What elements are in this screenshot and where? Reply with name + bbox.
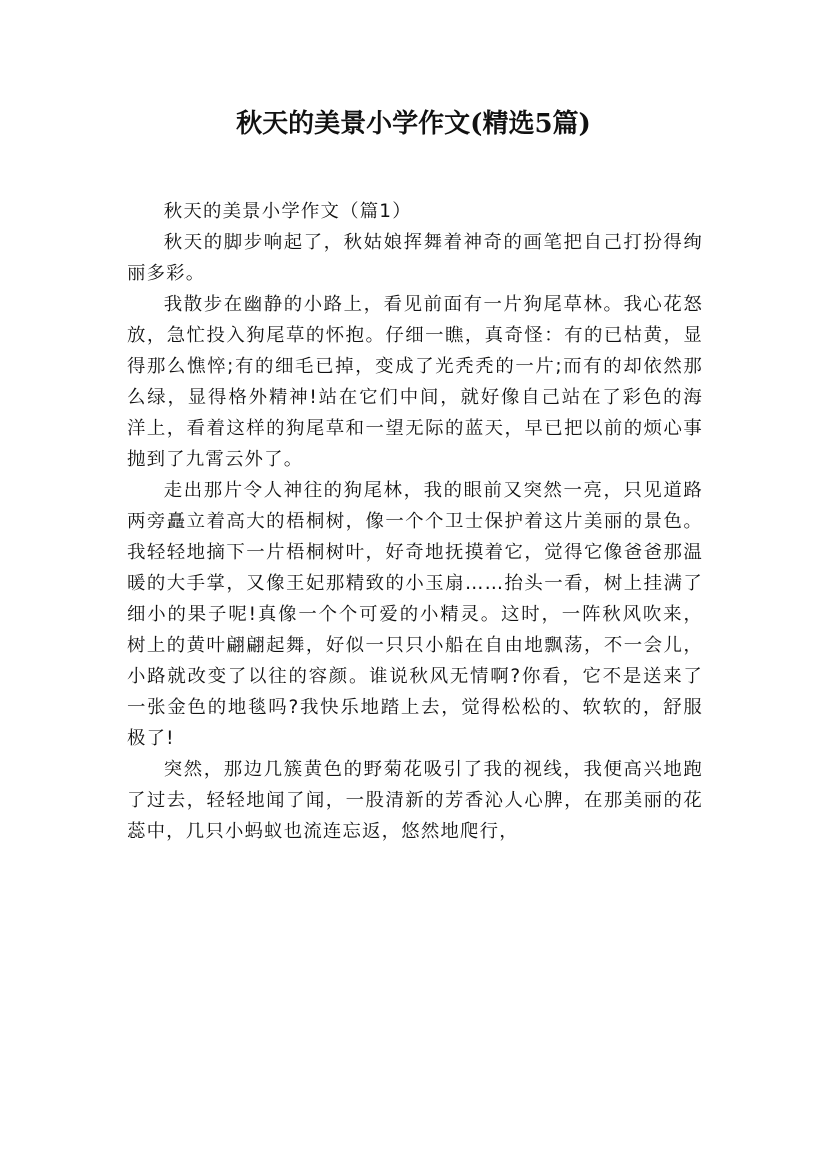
paragraph: 我散步在幽静的小路上，看见前面有一片狗尾草林。我心花怒放，急忙投入狗尾草的怀抱。仔细一瞧，真奇怪：有的已枯黄，显得那么憔悴;有的细毛已掉，变成了光秃秃的一片;而有的却依然那么绿，显得格外精神!站在它们中间，就好像自己站在了彩色的海洋上，看着这样的狗尾草和一望无际的蓝天，早已把以前的烦心事抛到了九霄云外了。 — [127, 294, 703, 470]
section-heading: 秋天的美景小学作文（篇1） — [163, 201, 412, 222]
paragraph: 走出那片令人神往的狗尾林，我的眼前又突然一亮，只见道路两旁矗立着高大的梧桐树，像一个个卫士保护着这片美丽的景色。我轻轻地摘下一片梧桐树叶，好奇地抚摸着它，觉得它像爸爸那温暖的大手掌，又像王妃那精致的小玉扇……抬头一看，树上挂满了细小的果子呢!真像一个个可爱的小精灵。这时，一阵秋风吹来，树上的黄叶翩翩起舞，好似一只只小船在自由地飘荡，不一会儿，小路就改变了以往的容颜。谁说秋风无情啊?你看，它不是送来了一张金色的地毯吗?我快乐地踏上去，觉得松松的、软软的，舒服极了! — [127, 480, 703, 749]
paragraph: 突然，那边几簇黄色的野菊花吸引了我的视线，我便高兴地跑了过去，轻轻地闻了闻，一股清新的芳香沁人心脾，在那美丽的花蕊中，几只小蚂蚁也流连忘返，悠然地爬行， — [127, 759, 703, 842]
paragraph: 秋天的脚步响起了，秋姑娘挥舞着神奇的画笔把自己打扮得绚丽多彩。 — [127, 232, 703, 284]
document-title: 秋天的美景小学作文(精选5篇) — [236, 109, 591, 139]
article-body — [127, 196, 703, 847]
